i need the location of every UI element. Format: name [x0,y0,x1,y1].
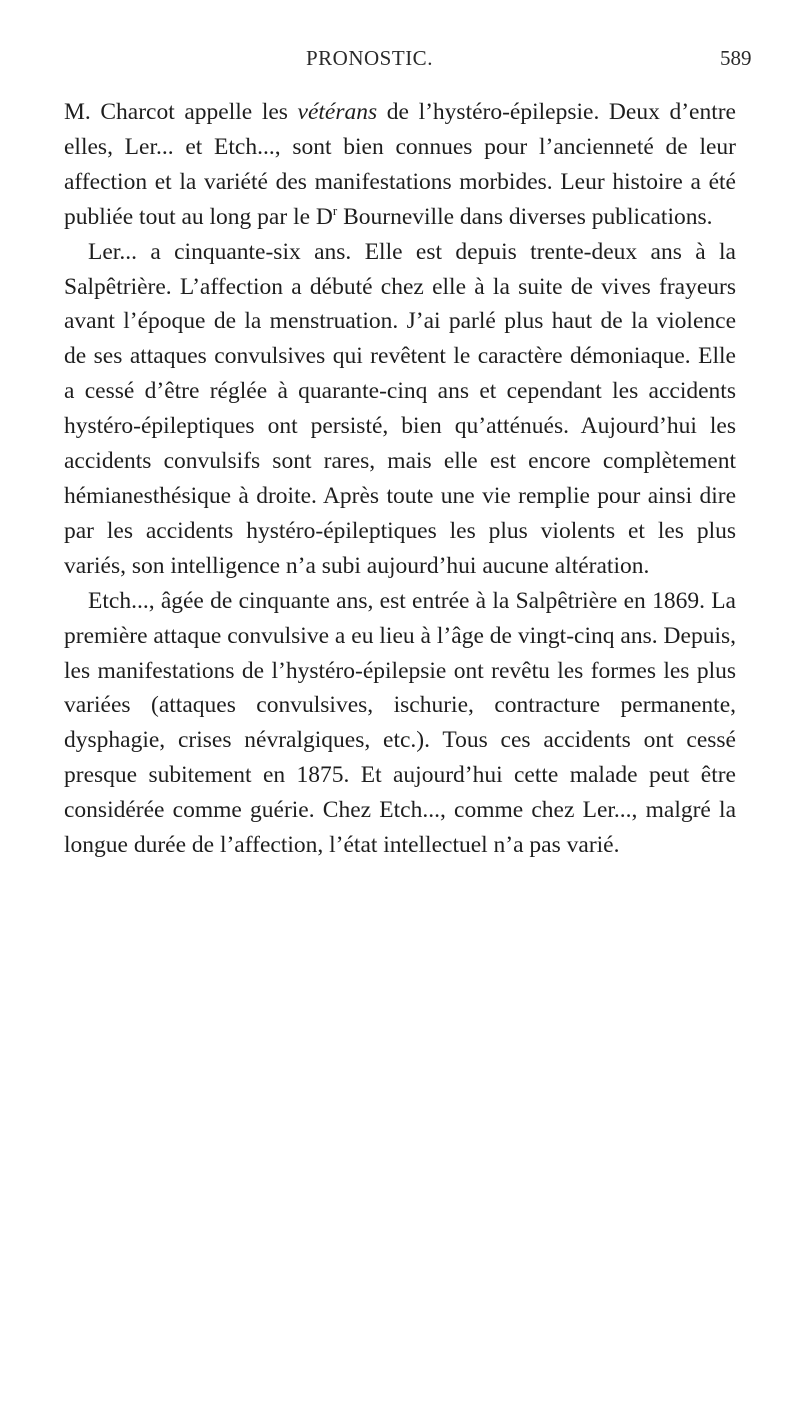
paragraph-1-text-start: M. Charcot appelle les [64,99,298,125]
paragraph-1-text-end: Bourneville dans diverses publications. [337,203,713,230]
running-title: PRONOSTIC. [306,46,433,70]
paragraph-1-text-middle: de l’hystéro-épilepsie. Deux d’entre elles, Ler... et Etch..., sont bien connues pour l’ancienneté de leur affection et la variété des manifestations morbides. Leur histoire a été publiée tout au long par le D [64,99,736,230]
paragraph-etch: Etch..., âgée de cinquante ans, est entrée à la Salpêtrière en 1869. La première attaque convulsive a eu lieu à l’âge de vingt-cinq ans. Depuis, les manifestations de l’hystéro-épilepsie ont revêtu les formes les plus variées (attaques convulsives, ischurie, contracture permanente, dysphagie, crises névralgiques, etc.). Tous ces accidents ont cessé presque subitement en 1875. Et aujourd’hui cette malade peut être considérée comme guérie. Chez Etch..., comme chez Ler..., malgré la longue durée de l’affection, l’état intellectuel n’a pas varié. [64,587,736,859]
running-header [0,46,800,76]
body-text [64,95,736,863]
paragraph-veterans [64,95,736,235]
paragraph-ler: Ler... a cinquante-six ans. Elle est depuis trente-deux ans à la Salpêtrière. L’affection a débuté chez elle à la suite de vives frayeurs avant l’époque de la menstruation. J’ai parlé plus haut de la violence de ses attaques convulsives qui revêtent le caractère démoniaque. Elle a cessé d’être réglée à quarante-cinq ans et cependant les accidents hystéro-épileptiques ont persisté, bien qu’atténués. Aujourd’hui les accidents convulsifs sont rares, mais elle est encore complètement hémianesthésique à droite. Après toute une vie remplie pour ainsi dire par les accidents hystéro-épileptiques les plus violents et les plus variés, son intelligence n’a subi aujourd’hui aucune altération. [64,238,736,579]
page-number: 589 [720,46,752,70]
italic-term: vétérans [297,99,378,125]
doctor-abbrev-superscript: r [332,202,338,218]
